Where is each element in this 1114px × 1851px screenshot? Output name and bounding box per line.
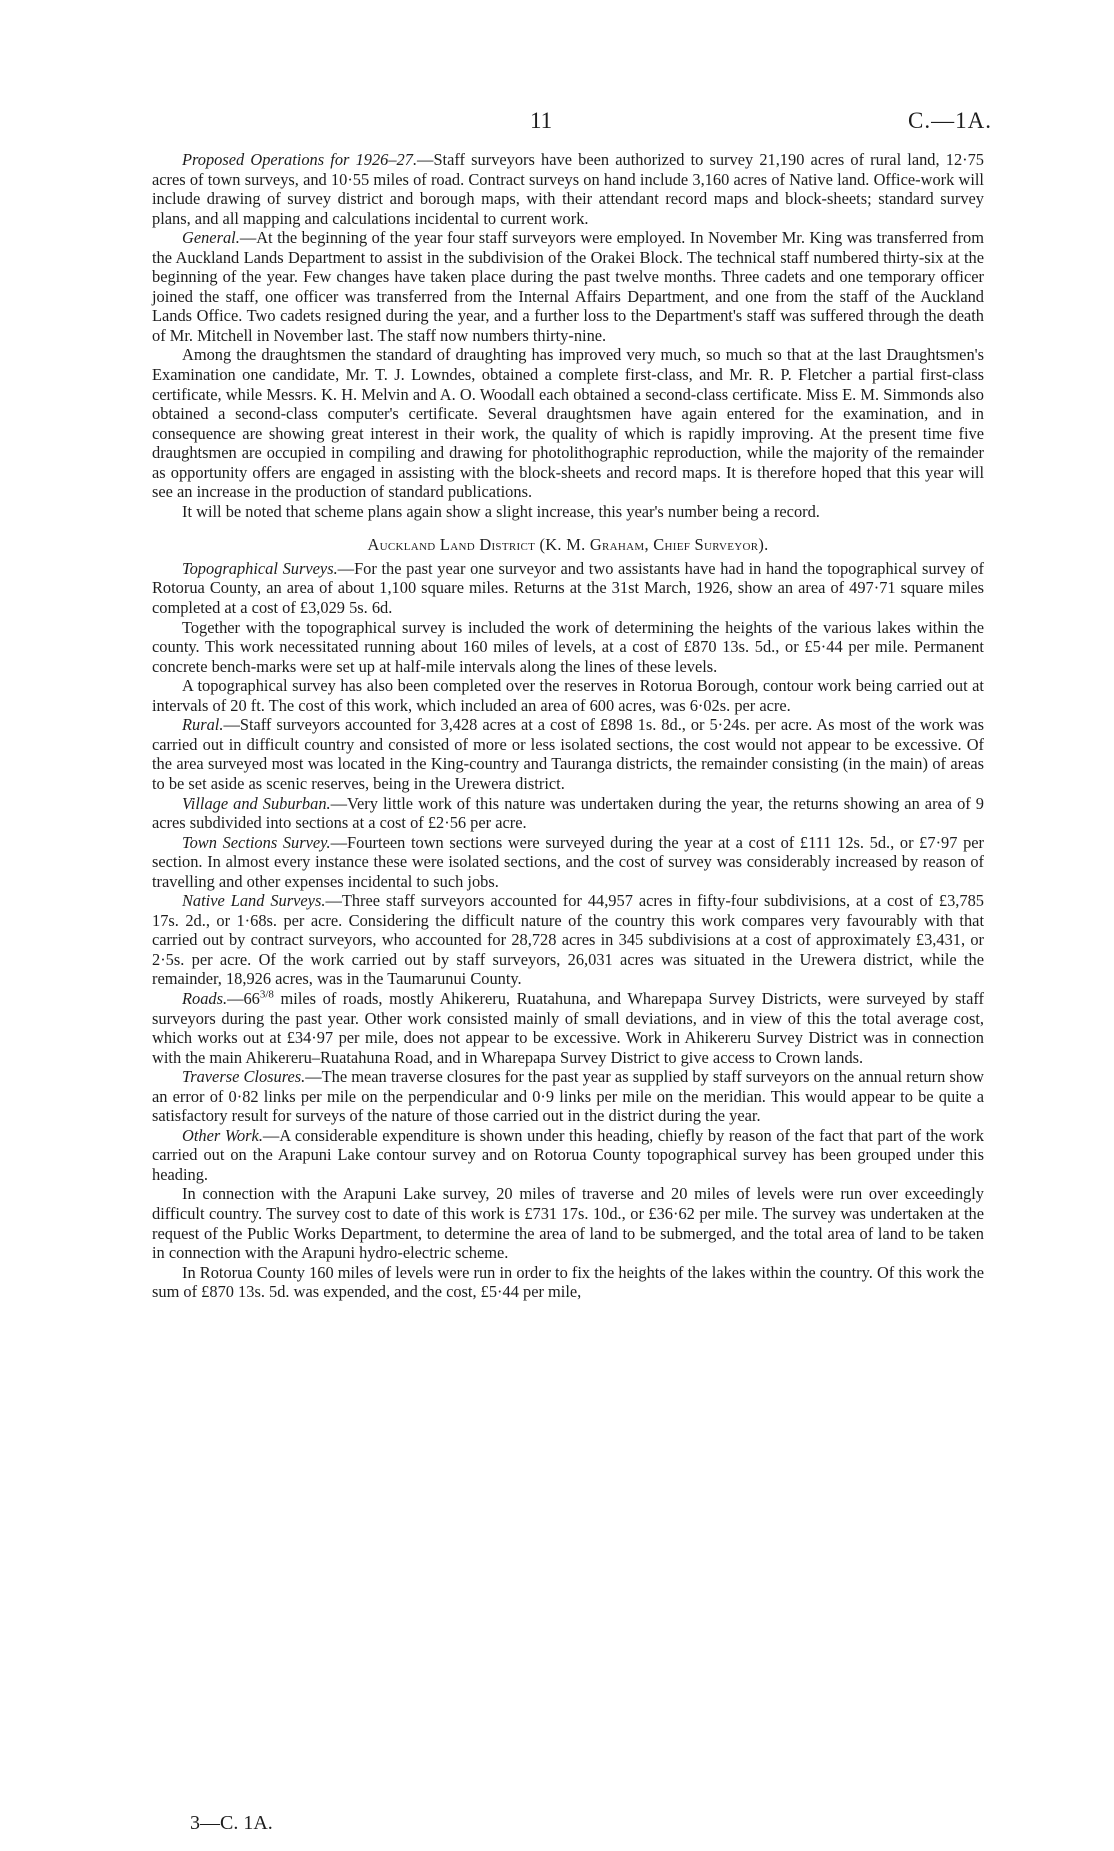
document-reference: C.—1A. [908,108,992,133]
paragraph-text: In Rotorua County 160 miles of levels were run in order to fix the heights of the lakes within the country. Of this work the sum of £870 13s. 5d. was expended, and the cost, £5·44 per mile, [152,1262,984,1302]
paragraph-label: General. [182,228,240,248]
page-header [0,108,1114,142]
paragraph-town-sections [152,833,984,892]
paragraph-text: —For the past year one surveyor and two assistants have had in hand the topographical survey of Rotorua County, an area of about 1,100 square miles. Returns at the 31st March, 1926, show an area of 497·71 square miles completed at a cost of £3,029 5s. 6d. [152,558,984,618]
paragraph-label: Proposed Operations for 1926–27. [182,150,418,169]
paragraph-label: Native Land Surveys. [182,891,326,911]
paragraph-topographical-surveys [152,559,984,618]
page-number: 11 [530,108,553,133]
paragraph-text: miles of roads, mostly Ahikereru, Ruatahuna, and Wharepapa Survey Districts, were surveyed by staff surveyors during the past year. Other work consisted mainly of small deviations, and in view of this the total average cost, which works out at £34·97 per mile, does not appear to be excessive. Work in Ahikereru Survey District was in connection with the main Ahikereru–Ruatahuna Road, and in Wharepapa Survey District to give access to Crown lands. [152,988,984,1067]
paragraph-lead: —66 [227,988,260,1008]
paragraph-label: Town Sections Survey. [182,832,331,852]
paragraph-arapuni [152,1184,984,1262]
paragraph-text: A topographical survey has also been completed over the reserves in Rotorua Borough, contour work being carried out at intervals of 20 ft. The cost of this work, which included an area of 600 acres, was 6·02s. per acre. [152,676,984,715]
paragraph-text: —A considerable expenditure is shown under this heading, chiefly by reason of the fact that part of the work carried out on the Arapuni Lake contour survey and on Rotorua County topographical survey has been grouped under this heading. [152,1125,984,1184]
paragraph-text: —The mean traverse closures for the past year as supplied by staff surveyors on the annual return show an error of 0·82 links per mile on the perpendicular and 0·9 links per mile on the meridian. This would appear to be quite a satisfactory result for surveys of the nature of those carried out in the district during the year. [152,1067,984,1126]
paragraph-rural [152,715,984,793]
paragraph-text: Together with the topographical survey is included the work of determining the heights of the various lakes within the county. This work necessitated running about 160 miles of levels, at a cost of £870 13s. 5d., or £5·44 per mile. Permanent concrete bench-marks were set up at half-mile intervals along the lines of these levels. [152,617,984,676]
paragraph-roads [152,989,984,1067]
paragraph-text: —Very little work of this nature was undertaken during the year, the returns showing an area of 9 acres subdivided into sections at a cost of £2·56 per acre. [152,793,984,833]
paragraph-text: Among the draughtsmen the standard of draughting has improved very much, so much so that at the last Draughtsmen's Examination one candidate, Mr. T. J. Lowndes, obtained a complete first-class, and Mr. R. P. Fletcher a partial first-class certificate, while Messrs. K. H. Melvin and A. O. Woodall each obtained a second-class certificate. Miss E. M. Simmonds also obtained a second-class computer's certificate. Several draughtsmen have again entered for the examination, and in consequence are showing great interest in their work, the quality of which is rapidly improving. At the present time five draughtsmen are occupied in compiling and drawing for photolithographic reproduction, while the majority of the remainder as opportunity offers are engaged in assisting with the block-sheets and record maps. It is therefore hoped that this year will see an increase in the production of standard publications. [152,345,984,502]
paragraph-proposed-operations [152,150,984,228]
section-heading: Auckland Land District (K. M. Graham, Chief Surveyor). [367,535,769,555]
paragraph-label: Other Work. [182,1125,263,1145]
paragraph-village-suburban [152,794,984,833]
paragraph-traverse-closures [152,1067,984,1126]
paragraph-general [152,228,984,345]
paragraph-label: Rural. [182,715,224,735]
paragraph-text: —At the beginning of the year four staff surveyors were employed. In November Mr. King was transferred from the Auckland Lands Department to assist in the subdivision of the Orakei Block. The technical staff numbered thirty-six at the beginning of the year. Few changes have taken place during the past twelve months. Three cadets and one temporary officer joined the staff, one officer was transferred from the Internal Affairs Department, and one from the staff of the Auckland Lands Office. Two cadets resigned during the year, and a further loss to the Department's staff was suffered through the death of Mr. Mitchell in November last. The staff now numbers thirty-nine. [152,228,984,345]
paragraph-draughtsmen [152,345,984,501]
paragraph-text: —Fourteen town sections were surveyed during the year at a cost of £111 12s. 5d., or £7·97 per section. In almost every instance these were isolated sections, and the cost of survey was considerably increased by reason of travelling and other expenses incidental to such jobs. [152,832,984,891]
paragraph-label: Topographical Surveys. [182,558,338,578]
paragraph-text: —Staff surveyors have been authorized to survey 21,190 acres of rural land, 12·75 acres of town surveys, and 10·55 miles of road. Contract surveys on hand include 3,160 acres of Native land. Office-work will include drawing of survey district and borough maps, with their attendant record maps and block-sheets; standard survey plans, and all mapping and calculations incidental to current work. [152,150,984,228]
paragraph-text: It will be noted that scheme plans again show a slight increase, this year's number being a record. [182,501,820,521]
paragraph-label: Roads. [182,988,228,1008]
paragraph-text: —Three staff surveyors accounted for 44,957 acres in fifty-four subdivisions, at a cost of £3,785 17s. 2d., or 1·68s. per acre. Considering the difficult nature of the country this work compares very favourably with that carried out by contract surveyors, who accounted for 28,728 acres in 345 subdivisions at a cost of approximately £3,431, or 2·5s. per acre. Of the work carried out by staff surveyors, 26,031 acres was situated in the Urewera district, while the remainder, 18,926 acres, was in the Taumarunui County. [152,891,984,989]
paragraph-native-land [152,891,984,989]
page-signature: 3—C. 1A. [190,1812,273,1834]
paragraph-scheme-plans [152,502,984,522]
fraction: 3/8 [259,988,274,1001]
paragraph-text: —Staff surveyors accounted for 3,428 acres at a cost of £898 1s. 8d., or 5·24s. per acre. As most of the work was carried out in difficult country and consisted of more or less isolated sections, the cost would not appear to be excessive. Of the area surveyed most was located in the King-country and Tauranga districts, the remainder consisting (in the main) of areas to be set aside as scenic reserves, being in the Urewera district. [152,715,984,793]
paragraph-other-work [152,1126,984,1185]
paragraph-lake-heights [152,618,984,677]
paragraph-label: Traverse Closures. [182,1067,306,1087]
paragraph-text: In connection with the Arapuni Lake survey, 20 miles of traverse and 20 miles of levels were run over exceedingly difficult country. The survey cost to date of this work is £731 17s. 10d., or £36·62 per mile. The survey was undertaken at the request of the Public Works Department, to determine the area of land to be submerged, and the total area of land to be taken in connection with the Arapuni hydro-electric scheme. [152,1184,984,1263]
paragraph-label: Village and Suburban. [182,793,331,813]
paragraph-rotorua-borough [152,676,984,715]
paragraph-rotorua-county-levels [152,1263,984,1302]
body-text [152,150,984,1302]
